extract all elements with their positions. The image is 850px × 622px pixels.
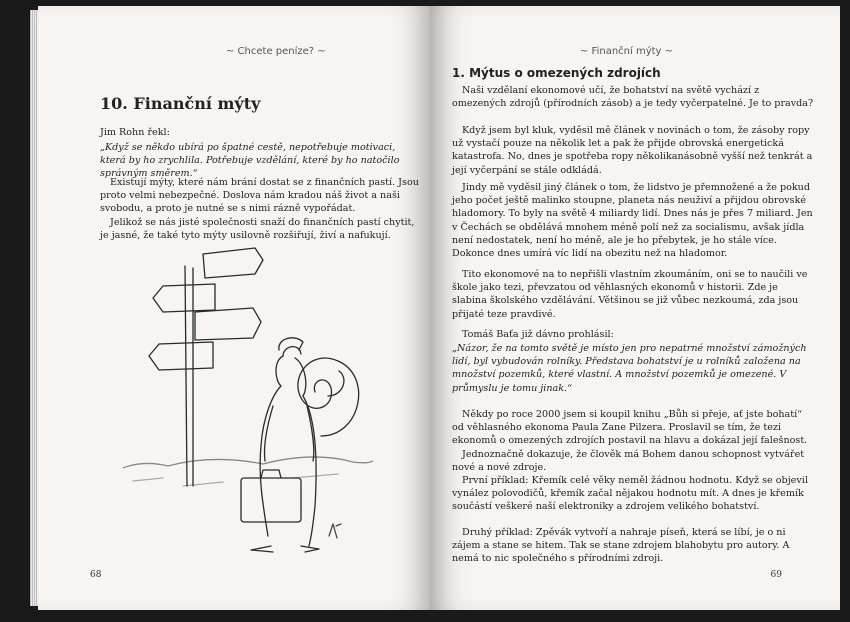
paragraph: Tito ekonomové na to nepřišli vlastním zkoumáním, oni se to naučili ve škole jako tezi, převzatou od věhlasných ekonomů v historii. Zde je slabina školského vzdělávání. Většinou se již vůbec nezkoumá, zda jsou přijaté teze pravdivé. [452,269,808,320]
page-number: 68 [90,570,102,580]
quote: „Názor, že na tomto světě je místo jen pro nepatrné množství zámožných lidí, byl vybudován rolníky. Představa bohatství je u rolníků založena na množství pozemků, které vlastní. A množství pozemků je omezené. V průmyslu je tomu jinak.“ [452,343,807,394]
paragraph: Když jsem byl kluk, vyděsil mě článek v novinách o tom, že zásoby ropy už vystačí pouze na několik let a pak že přijde obrovská energetická katastrofa. No, dnes je spotřeba ropy několikanásobně vyšší než tenkrát a její vyčerpání se stále odkládá. [452,125,813,176]
page-number: 69 [770,570,782,580]
paragraph: První příklad: Křemík celé věky neměl žádnou hodnotu. Když se objevil vynález polovodičů, křemík začal nějakou hodnotu mít. A dnes je křemík součástí veškeré naší elektroniky a zdrojem velikého bohatství. [452,475,808,513]
running-head: ~ Finanční mýty ~ [580,46,674,57]
quote-intro: Jim Rohn řekl: [100,127,170,138]
paragraph: Naši vzdělaní ekonomové učí, že bohatství na světě vychází z omezených zdrojů (přírodních zásob) a je tedy vyčerpatelné. Je to pravda? [452,85,814,110]
running-head: ~ Chcete peníze? ~ [226,46,326,57]
paragraph: Někdy po roce 2000 jsem si koupil knihu „Bůh si přeje, ať jste bohatí“ od věhlasného ekonoma Paula Zane Pilzera. Proslavil se tím, že tezi ekonomů o omezených zdrojích postavil na hlavu a dokázal její falešnost. [452,409,808,447]
quote-intro: Tomáš Baťa již dávno prohlásil: [462,329,614,340]
chapter-title: 10. Finanční mýty [100,94,261,113]
paragraph: Existují mýty, které nám brání dostat se z finančních pastí. Jsou proto velmi nebezpečné. Doslova nám kradou náš život a naši svobodu, a proto je nutné se s nimi rázně vypořádat. [100,177,419,215]
quote: „Když se někdo ubírá po špatné cestě, nepotřebuje motivaci, která by ho zrychlila. Potřebuje vzdělání, které by ho natočilo správným směrem.“ [100,142,400,180]
left-page [38,6,430,610]
paragraph: Jindy mě vyděsil jiný článek o tom, že lidstvo je přemnožené a že pokud jeho počet ještě malinko stoupne, planeta nás neuživí a přijdou obrovské hladomory. To byly na světě 4 miliardy lidí. Dnes nás je přes 7 miliard. Jen v Čechách se obdělává mnohem méně polí než za socialismu, avšak jídla není nedostatek, není ho méně, ale je ho přebytek, je ho stále více. Dokonce dnes umírá víc lidí na obezitu než na hladomor. [452,182,813,260]
paragraph: Jelikož se nás jisté společnosti snaží do finančních pastí chytit, je jasné, že také tyto mýty usilovně rozšiřují, živí a nafukují. [100,217,415,242]
paragraph: Jednoznačně dokazuje, že člověk má Bohem danou schopnost vytvářet nové a nové zdroje. [452,449,805,474]
section-title: 1. Mýtus o omezených zdrojích [452,66,661,80]
paragraph: Druhý příklad: Zpěvák vytvoří a nahraje píseň, která se líbí, je o ni zájem a stane se hitem. Tak se stane zdrojem blahobytu pro autory. A nemá to nic společného s přírodními zdroji. [452,527,790,565]
right-page [430,6,840,610]
signpost-illustration [123,246,373,566]
